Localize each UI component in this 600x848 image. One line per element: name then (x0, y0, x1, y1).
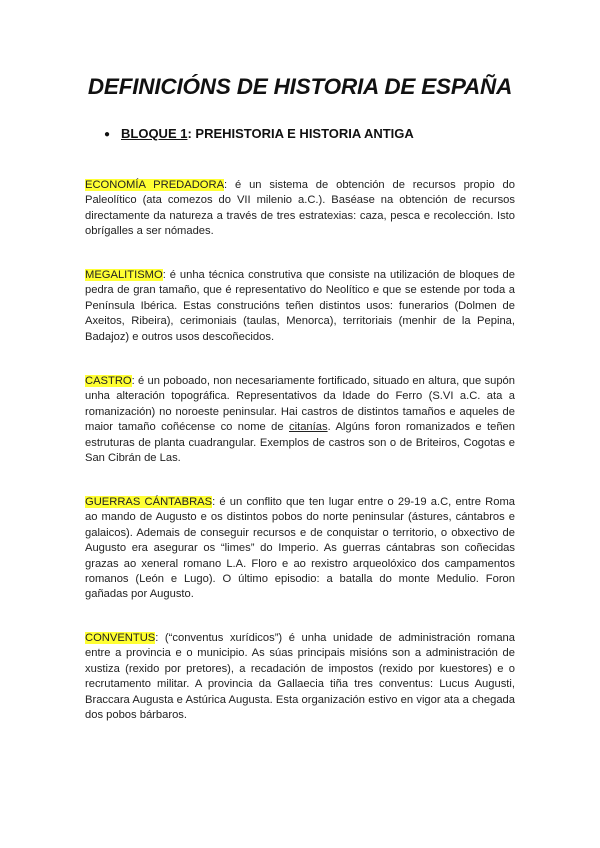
definition-text: : é un poboado, non necesariamente fortificado, situado en altura, que supón unha alteración topográfica. Representativos da Idade do Ferro (S.VI a.C. ata a romanización) no noroeste peninsular. Hai castros de distintos tamaños e aqueles de maior tamaño coñécense co nome de (85, 375, 515, 434)
definition-term: CONVENTUS (85, 632, 156, 644)
definition-guerras-cantabras (85, 495, 515, 603)
definition-text: : é unha técnica construtiva que consiste na utilización de bloques de pedra de gran tamaño, que é representativo do Neolítico e que se estende por toda a Península Ibérica. Estas construcións teñen distintos usos: funerarios (Dolmen de Axeitos, Ribeira), cerimoniais (taulas, Menorca), territoriais (menhir de la Pepina, Badajoz) e outros usos descoñecidos. (85, 269, 515, 343)
definition-term: CASTRO (85, 375, 132, 387)
definition-term: ECONOMÍA PREDADORA (85, 179, 225, 191)
definition-conventus (85, 631, 515, 723)
definition-megalitismo (85, 268, 515, 345)
definition-term: GUERRAS CÁNTABRAS (85, 496, 213, 508)
definition-castro (85, 374, 515, 466)
block-label: BLOQUE 1 (121, 126, 188, 141)
definition-text: . Algúns foron romanizados e teñen estruturas de planta cuadrangular. Exemplos de castros son o de Briteiros, Cogotas e San Cibrán de Las. (85, 421, 516, 465)
definition-text: : é un sistema de obtención de recursos propio do Paleolítico (ata comezos do VII milenio a.C.). Baséase na obtención de recursos directamente da natureza a través de tres estratexias: caza, pesca e recolección. Isto obrígalles a ser nómades. (85, 179, 515, 238)
bullet-icon: ● (104, 129, 111, 140)
block-title: : PREHISTORIA E HISTORIA ANTIGA (187, 126, 414, 141)
document-title: DEFINICIÓNS DE HISTORIA DE ESPAÑA (87, 74, 513, 99)
definition-text: : (“conventus xurídicos”) é unha unidade de administración romana entre a provincia e o municipio. As súas principais misións son a administración de xustiza (rexido por pretores), a recadación de impostos (rexido por kuestores) e o recrutamento militar. A provincia da Gallaecia tiña tres conventus: Lucus Augusti, Braccara Augusta e Astúrica Augusta. Esta organización estivo en vigor ata a chegada dos pobos bárbaros. (85, 632, 515, 722)
definition-underlined-term: citanías (289, 421, 328, 434)
definition-economia-predadora (85, 178, 515, 240)
definition-text: : é un conflito que ten lugar entre o 29-19 a.C, entre Roma ao mando de Augusto e os distintos pobos do norte peninsular (ástures, cántabros e galaicos). Ademais de conseguir recursos e de conquistar o territorio, o obxectivo de Augusto era asegurar os “limes” do Imperio. As guerras cántabras son coñecidas grazas ao xeneral romano L.A. Floro e ao rexistro arqueolóxico dos campamentos romanos (León e Lugo). O último episodio: a batalla do monte Medulio. Foron gañadas por Augusto. (85, 496, 515, 601)
definition-term: MEGALITISMO (85, 269, 163, 281)
block-heading (104, 126, 414, 141)
